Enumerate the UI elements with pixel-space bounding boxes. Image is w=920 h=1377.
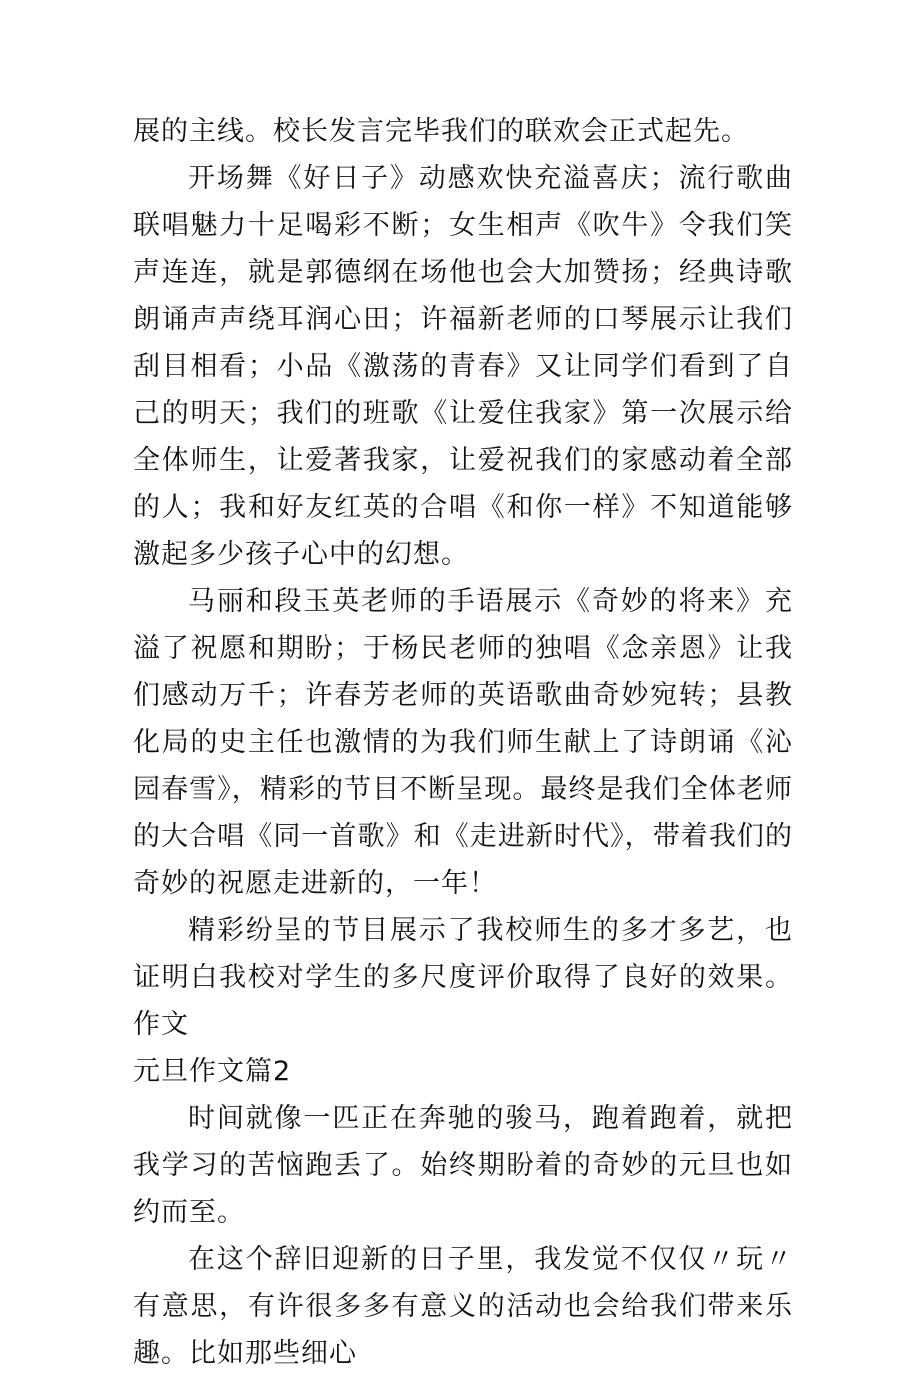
- section-heading: 元旦作文篇2: [133, 1056, 292, 1087]
- paragraph-continuation: 展的主线。校长发言完毕我们的联欢会正式起先。: [133, 116, 749, 147]
- paragraph-new-year: 在这个辞旧迎新的日子里，我发觉不仅仅〃玩〃有意思，有许很多多有意义的活动也会给我们带来乐趣。比如那些细心: [133, 1244, 793, 1369]
- paragraph-teachers: 马丽和段玉英老师的手语展示《奇妙的将来》充溢了祝愿和期盼；于杨民老师的独唱《念亲恩》让我们感动万千；许春芳老师的英语歌曲奇妙宛转；县教化局的史主任也激情的为我们师生献上了诗朗诵《沁园春雪》，精彩的节目不断呈现。最终是我们全体老师的大合唱《同一首歌》和《走进新时代》，带着我们的奇妙的祝愿走进新的，一年！: [133, 586, 793, 899]
- paragraph-time: 时间就像一匹正在奔驰的骏马，跑着跑着，就把我学习的苦恼跑丢了。始终期盼着的奇妙的元旦也如约而至。: [133, 1103, 793, 1228]
- paragraph-summary: 精彩纷呈的节目展示了我校师生的多才多艺，也证明白我校对学生的多尺度评价取得了良好的效果。作文: [133, 915, 793, 1040]
- paragraph-performances: 开场舞《好日子》动感欢快充溢喜庆；流行歌曲联唱魅力十足喝彩不断；女生相声《吹牛》令我们笑声连连，就是郭德纲在场他也会大加赞扬；经典诗歌朗诵声声绕耳润心田；许福新老师的口琴展示让我们刮目相看；小品《激荡的青春》又让同学们看到了自己的明天；我们的班歌《让爱住我家》第一次展示给全体师生，让爱著我家，让爱祝我们的家感动着全部的人；我和好友红英的合唱《和你一样》不知道能够激起多少孩子心中的幻想。: [133, 163, 793, 570]
- document-body: [133, 108, 793, 1377]
